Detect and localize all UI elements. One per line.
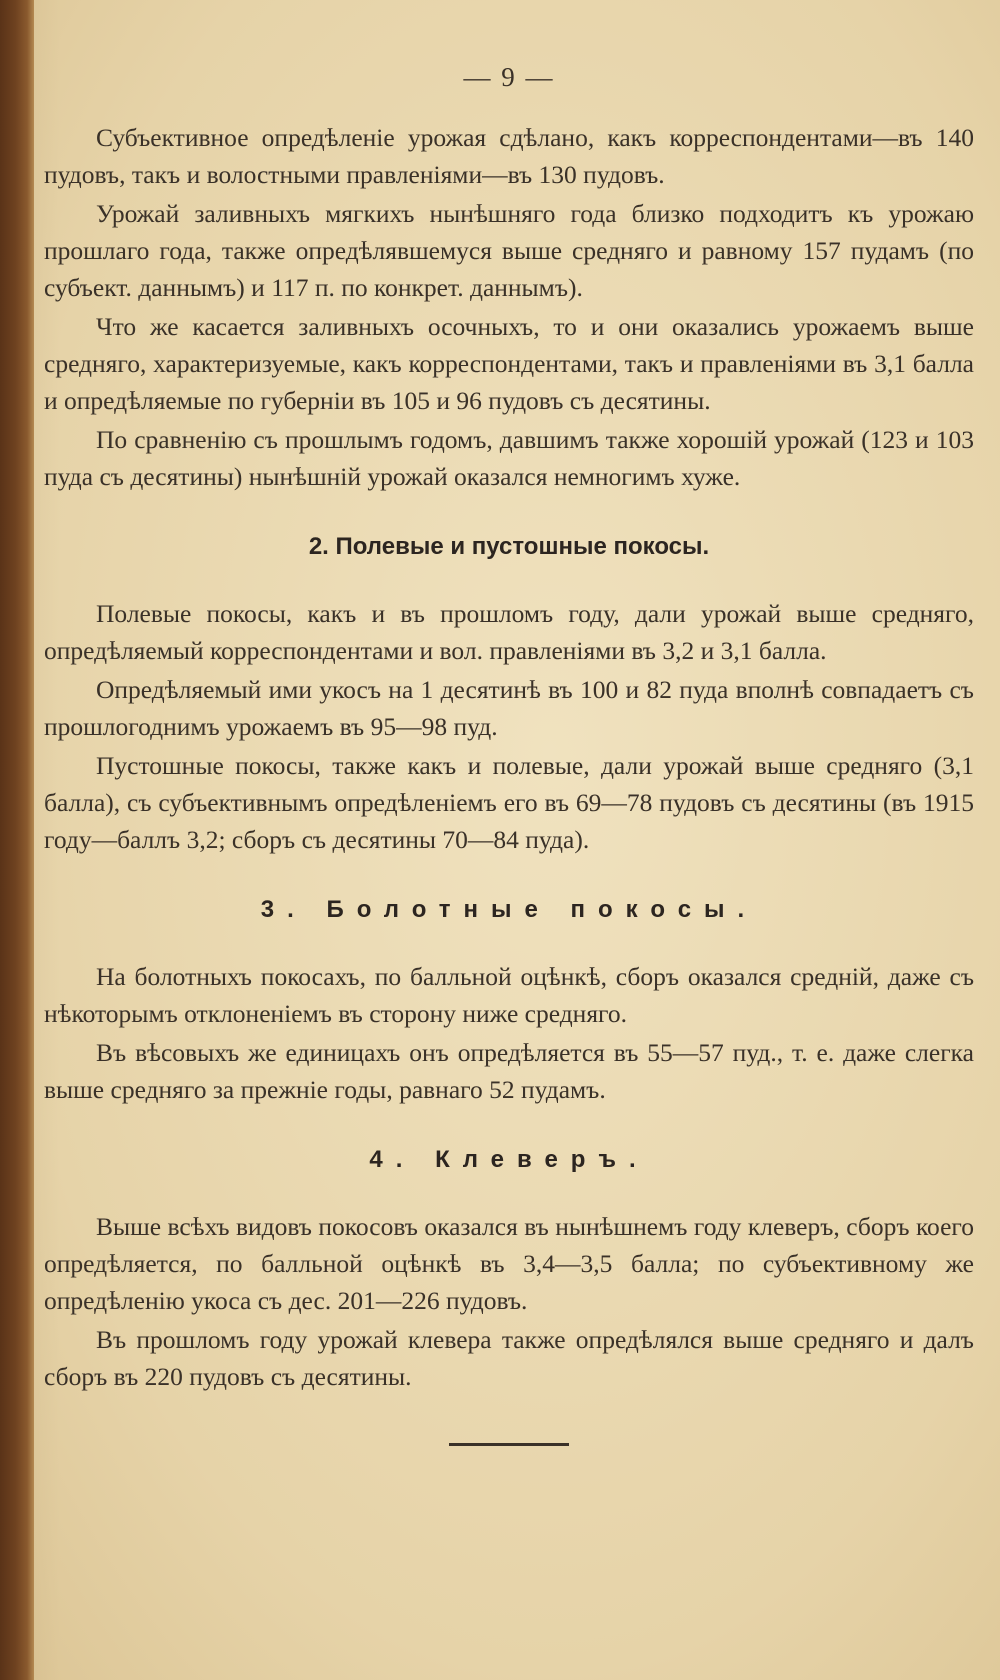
paragraph: Субъективное опредѣленіе урожая сдѣлано, какъ корреспондентами—въ 140 пудовъ, такъ и волостными правленіями—въ 130 пудовъ. <box>44 123 974 189</box>
paragraph: Урожай заливныхъ мягкихъ нынѣшняго года близко подходитъ къ урожаю прошлаго года, также опредѣлявшемуся выше средняго и равному 157 пудамъ (по субъект. даннымъ) и 117 п. по конкрет. даннымъ). <box>44 199 974 302</box>
section-heading: 4. Клеверъ. <box>369 1146 649 1173</box>
paragraph: Пустошные покосы, также какъ и полевые, дали урожай выше средняго (3,1 балла), съ субъективнымъ опредѣленіемъ его въ 69—78 пудовъ съ десятины (въ 1915 году—баллъ 3,2; сборъ съ десятины 70—84 пуда). <box>44 751 974 854</box>
book-spine <box>0 0 34 1680</box>
end-rule <box>449 1443 569 1446</box>
paragraph: По сравненію съ прошлымъ годомъ, давшимъ также хорошій урожай (123 и 103 пуда съ десятины) нынѣшній урожай оказался немногимъ хуже. <box>44 425 974 491</box>
section-heading: 3. Болотные покосы. <box>260 896 758 923</box>
paragraph: Что же касается заливныхъ осочныхъ, то и они оказались урожаемъ выше средняго, характеризуемые, какъ корреспондентами, такъ и правленіями въ 3,1 балла и опредѣляемые по губерніи въ 105 и 96 пудовъ съ десятины. <box>44 312 974 415</box>
paragraph: Въ вѣсовыхъ же единицахъ онъ опредѣляется въ 55—57 пуд., т. е. даже слегка выше средняго за прежніе годы, равнаго 52 пудамъ. <box>44 1038 974 1104</box>
page-content <box>44 62 974 1446</box>
paragraph: Выше всѣхъ видовъ покосовъ оказался въ нынѣшнемъ году клеверъ, сборъ коего опредѣляется, по балльной оцѣнкѣ въ 3,4—3,5 балла; по субъективному же опредѣленію укоса съ дес. 201—226 пудовъ. <box>44 1212 974 1315</box>
section-heading: 2. Полевые и пустошные покосы. <box>308 533 710 560</box>
paragraph: Полевые покосы, какъ и въ прошломъ году, дали урожай выше средняго, опредѣляемый корреспондентами и вол. правленіями въ 3,2 и 3,1 балла. <box>44 599 974 665</box>
paragraph: Опредѣляемый ими укосъ на 1 десятинѣ въ 100 и 82 пуда вполнѣ совпадаетъ съ прошлогоднимъ урожаемъ въ 95—98 пуд. <box>44 675 974 741</box>
paragraph: Въ прошломъ году урожай клевера также опредѣлялся выше средняго и далъ сборъ въ 220 пудовъ съ десятины. <box>44 1325 974 1391</box>
paragraph: На болотныхъ покосахъ, по балльной оцѣнкѣ, сборъ оказался средній, даже съ нѣкоторымъ отклоненіемъ въ сторону ниже средняго. <box>44 962 974 1028</box>
page-number: — 9 — <box>463 62 555 92</box>
